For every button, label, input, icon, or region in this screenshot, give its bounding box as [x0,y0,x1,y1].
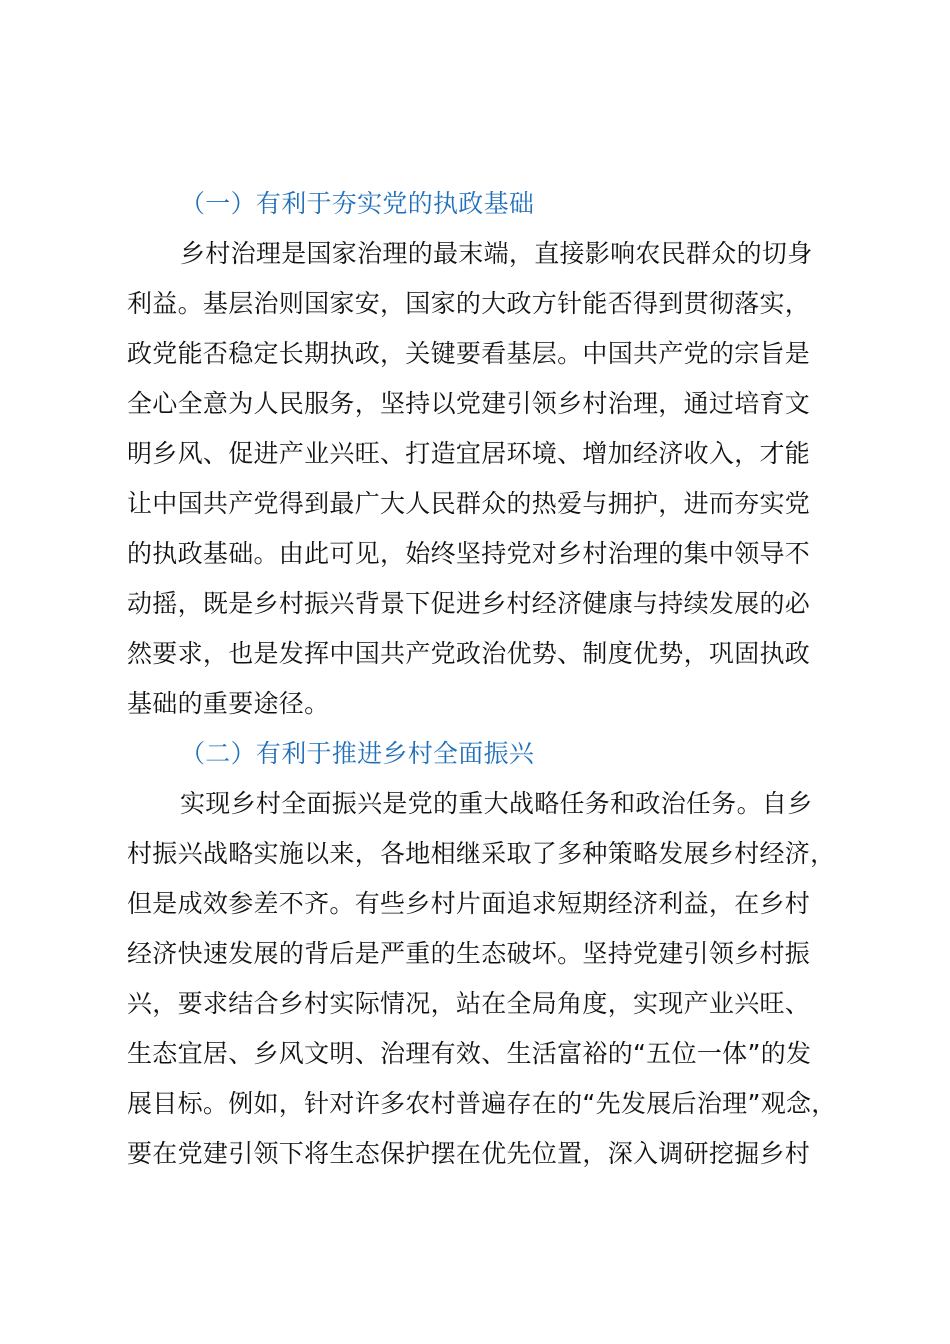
section-1-heading: （一）有利于夯实党的执政基础 [180,189,535,218]
section-2-line-2: 村振兴战略实施以来，各地相继采取了多种策略发展乡村经济， [127,839,836,868]
section-1-line-9: 然要求，也是发挥中国共产党政治优势、制度优势，巩固执政 [127,639,811,668]
section-1-line-2: 利益。基层治则国家安，国家的大政方针能否得到贯彻落实， [127,289,811,318]
section-1-line-8: 动摇，既是乡村振兴背景下促进乡村经济健康与持续发展的必 [127,589,811,618]
section-2-line-1: 实现乡村全面振兴是党的重大战略任务和政治任务。自乡 [180,789,813,818]
section-2-line-3: 但是成效参差不齐。有些乡村片面追求短期经济利益，在乡村 [127,889,811,918]
section-1-line-10: 基础的重要途径。 [127,689,330,718]
section-2-line-8: 要在党建引领下将生态保护摆在优先位置，深入调研挖掘乡村 [127,1139,811,1168]
section-2-line-7: 展目标。例如，针对许多农村普遍存在的“先发展后治理”观念， [127,1089,837,1118]
section-1-line-3: 政党能否稳定长期执政，关键要看基层。中国共产党的宗旨是 [127,339,811,368]
section-2-line-6: 生态宜居、乡风文明、治理有效、生活富裕的“五位一体”的发 [127,1039,812,1068]
section-2-line-4: 经济快速发展的背后是严重的生态破坏。坚持党建引领乡村振 [127,939,811,968]
section-1-line-7: 的执政基础。由此可见，始终坚持党对乡村治理的集中领导不 [127,539,811,568]
section-1-line-1: 乡村治理是国家治理的最末端，直接影响农民群众的切身 [180,239,813,268]
section-1-line-4: 全心全意为人民服务，坚持以党建引领乡村治理，通过培育文 [127,389,811,418]
section-1-line-6: 让中国共产党得到最广大人民群众的热爱与拥护，进而夯实党 [127,489,811,518]
section-2-line-5: 兴，要求结合乡村实际情况，站在全局角度，实现产业兴旺、 [127,989,811,1018]
section-2-heading: （二）有利于推进乡村全面振兴 [180,739,535,768]
section-1-line-5: 明乡风、促进产业兴旺、打造宜居环境、增加经济收入，才能 [127,439,811,468]
